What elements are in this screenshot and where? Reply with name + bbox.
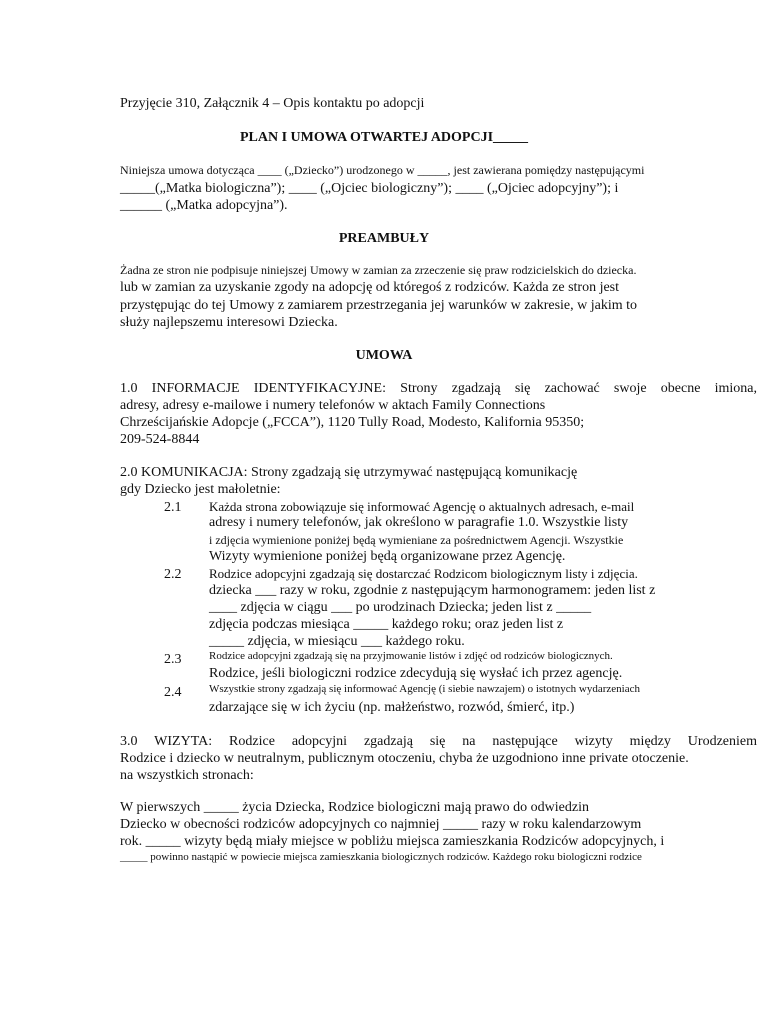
intro-line-2: _____(„Matka biologiczna”); ____ („Ojciec biologiczny”); ____ („Ojciec adopcyjny”); i xyxy=(120,181,619,196)
section-3-line-3: na wszystkich stronach: xyxy=(120,768,254,783)
item-2-2-line-3: ____ zdjęcia w ciągu ___ po urodzinach Dziecka; jeden list z _____ xyxy=(209,600,592,615)
preamble-line-4: służy najlepszemu interesowi Dziecka. xyxy=(120,315,338,330)
item-2-4-line-1: Wszystkie strony zgadzają się informować Agencję (i siebie nawzajem) o istotnych wydarzeniach xyxy=(209,683,640,695)
item-2-3-line-2: Rodzice, jeśli biologiczni rodzice zdecydują się wysłać ich przez agencję. xyxy=(209,666,623,681)
section-1-line-2: adresy, adresy e-mailowe i numery telefonów w aktach Family Connections xyxy=(120,398,546,413)
visits-line-1: W pierwszych _____ życia Dziecka, Rodzice biologiczni mają prawo do odwiedzin xyxy=(120,800,589,815)
item-2-1-line-3: i zdjęcia wymienione poniżej będą wymieniane za pośrednictwem Agencji. Wszystkie xyxy=(209,533,624,547)
item-2-1-line-1: Każda strona zobowiązuje się informować Agencję o aktualnych adresach, e-mail xyxy=(209,499,635,514)
item-2-2-line-4: zdjęcia podczas miesiąca _____ każdego roku; oraz jeden list z xyxy=(209,617,564,632)
section-2-line-2: gdy Dziecko jest małoletnie: xyxy=(120,482,281,497)
item-2-1-number: 2.1 xyxy=(164,500,182,515)
preamble-line-1: Żadna ze stron nie podpisuje niniejszej Umowy w zamian za zrzeczenie się praw rodzicielskich do dziecka. xyxy=(120,263,637,277)
item-2-2-line-5: _____ zdjęcia, w miesiącu ___ każdego roku. xyxy=(209,634,465,649)
section-1-line-3: Chrześcijańskie Adopcje („FCCA”), 1120 Tully Road, Modesto, Kalifornia 95350; xyxy=(120,415,585,430)
agreement-heading: UMOWA xyxy=(355,348,413,363)
section-1-line-1: 1.0 INFORMACJE IDENTYFIKACYJNE: Strony zgadzają się zachować swoje obecne imiona, xyxy=(120,381,757,396)
visits-line-2: Dziecko w obecności rodziców adopcyjnych co najmniej _____ razy w roku kalendarzowym xyxy=(120,817,642,832)
page-header: Przyjęcie 310, Załącznik 4 – Opis kontaktu po adopcji xyxy=(120,96,425,111)
intro-line-1: Niniejsza umowa dotycząca ____ („Dziecko”) urodzonego w _____, jest zawierana pomiędzy następującymi xyxy=(120,163,645,177)
section-1-line-4: 209-524-8844 xyxy=(120,432,200,447)
item-2-2-line-1: Rodzice adopcyjni zgadzają się dostarczać Rodzicom biologicznym listy i zdjęcia. xyxy=(209,566,638,581)
item-2-2-number: 2.2 xyxy=(164,567,182,582)
item-2-3-number: 2.3 xyxy=(164,652,182,667)
section-3-line-1: 3.0 WIZYTA: Rodzice adopcyjni zgadzają się na następujące wizyty między Urodzeniem xyxy=(120,734,757,749)
preamble-line-3: przystępując do tej Umowy z zamiarem przestrzegania jej warunków w zakresie, w jakim to xyxy=(120,298,638,313)
item-2-4-line-2: zdarzające się w ich życiu (np. małżeństwo, rozwód, śmierć, itp.) xyxy=(209,700,575,715)
item-2-1-line-4: Wizyty wymienione poniżej będą organizowane przez Agencję. xyxy=(209,549,566,564)
preamble-heading: PREAMBUŁY xyxy=(338,231,430,246)
section-3-line-2: Rodzice i dziecko w neutralnym, publicznym otoczeniu, chyba że uzgodniono inne private otoczenie. xyxy=(120,751,689,766)
item-2-1-line-2: adresy i numery telefonów, jak określono w paragrafie 1.0. Wszystkie listy xyxy=(209,515,629,530)
visits-line-3: rok. _____ wizyty będą miały miejsce w pobliżu miejsca zamieszkania Rodziców adopcyjnych, i xyxy=(120,834,665,849)
visits-line-4: _____ powinno nastąpić w powiecie miejsca zamieszkania biologicznych rodziców. Każdego roku biologiczni rodzice xyxy=(120,851,642,863)
preamble-line-2: lub w zamian za uzyskanie zgody na adopcję od któregoś z rodziców. Każda ze stron jest xyxy=(120,280,620,295)
document-title: PLAN I UMOWA OTWARTEJ ADOPCJI_____ xyxy=(239,130,529,145)
section-2-line-1: 2.0 KOMUNIKACJA: Strony zgadzają się utrzymywać następującą komunikację xyxy=(120,465,578,480)
item-2-2-line-2: dziecka ___ razy w roku, zgodnie z następującym harmonogramem: jeden list z xyxy=(209,583,656,598)
item-2-4-number: 2.4 xyxy=(164,685,182,700)
item-2-3-line-1: Rodzice adopcyjni zgadzają się na przyjmowanie listów i zdjęć od rodziców biologicznych. xyxy=(209,650,613,662)
intro-line-3: ______ („Matka adopcyjna”). xyxy=(120,198,288,213)
